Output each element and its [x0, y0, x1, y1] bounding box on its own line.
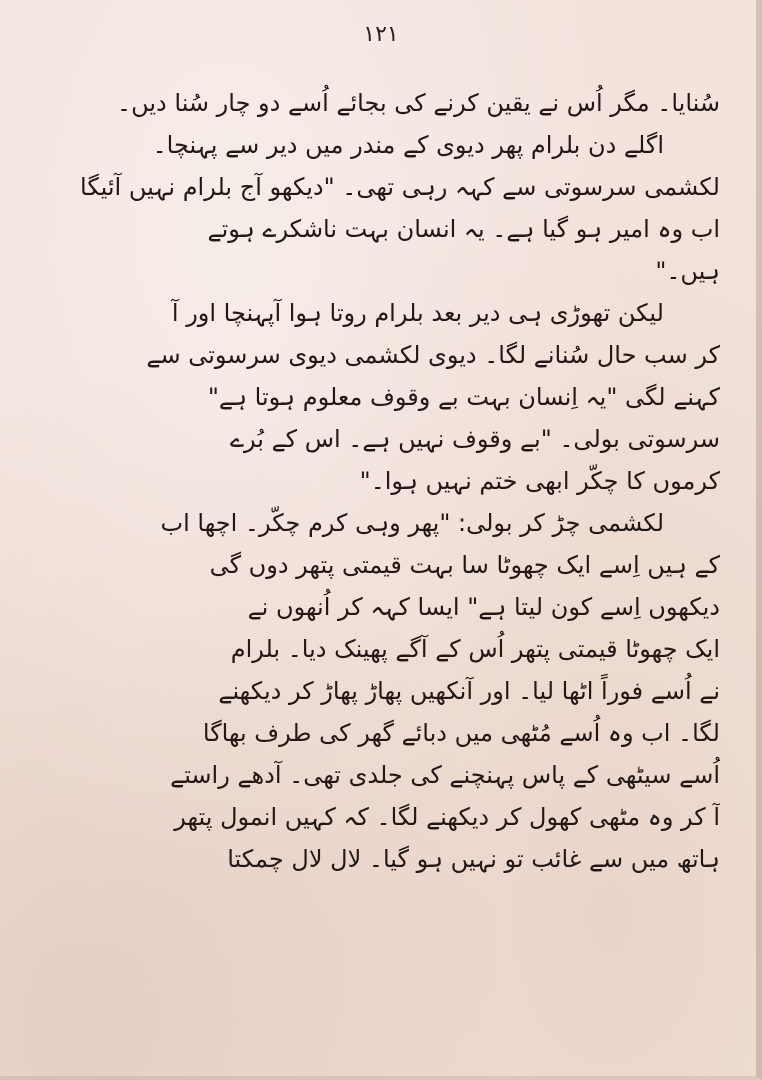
text-line: سرسوتی بولی۔ "بے وقوف نہیں ہے۔ اس کے بُرے: [229, 425, 720, 453]
text-line: سُنایا۔ مگر اُس نے یقین کرنے کی بجائے اُسے دو چار سُنا دیں۔: [117, 89, 720, 117]
text-line: ہاتھ میں سے غائب تو نہیں ہو گیا۔ لال لال چمکتا: [227, 845, 720, 873]
text-line: ہیں۔": [655, 257, 720, 285]
text-line: نے اُسے فوراً اٹھا لیا۔ اور آنکھیں پھاڑ پھاڑ کر دیکھنے: [218, 677, 720, 705]
text-line: دیکھوں اِسے کون لیتا ہے" ایسا کہہ کر اُنھوں نے: [247, 593, 720, 621]
text-line: لکشمی سرسوتی سے کہہ رہی تھی۔ "دیکھو آج بلرام نہیں آئیگا: [80, 173, 720, 201]
text-line: کہنے لگی "یہ اِنسان بہت بے وقوف معلوم ہوتا ہے": [207, 383, 720, 411]
text-line: کے ہیں اِسے ایک چھوٹا سا بہت قیمتی پتھر دوں گی: [209, 551, 720, 579]
text-line: اگلے دن بلرام پھر دیوی کے مندر میں دیر سے پہنچا۔: [152, 131, 664, 159]
text-line: لیکن تھوڑی ہی دیر بعد بلرام روتا ہوا آپہنچا اور آ: [171, 299, 664, 327]
text-line: کر سب حال سُنانے لگا۔ دیوی لکشمی دیوی سرسوتی سے: [146, 341, 720, 369]
text-line: ایک چھوٹا قیمتی پتھر اُس کے آگے پھینک دیا۔ بلرام: [230, 635, 720, 663]
text-line: لکشمی چڑ کر بولی: "پھر وہی کرم چکّر۔ اچھا اب: [160, 509, 664, 537]
page-number: ۱۲۱: [363, 22, 399, 47]
text-line: کرموں کا چکّر ابھی ختم نہیں ہوا۔": [359, 467, 720, 495]
text-line: آ کر وہ مٹھی کھول کر دیکھنے لگا۔ کہ کہیں انمول پتھر: [174, 803, 720, 831]
text-line: اب وہ امیر ہو گیا ہے۔ یہ انسان بہت ناشکرے ہوتے: [207, 215, 720, 243]
story-text: [70, 82, 720, 880]
text-line: اُسے سیٹھی کے پاس پہنچنے کی جلدی تھی۔ آدھے راستے: [170, 761, 720, 789]
text-line: لگا۔ اب وہ اُسے مُٹھی میں دبائے گھر کی طرف بھاگا: [202, 719, 720, 747]
